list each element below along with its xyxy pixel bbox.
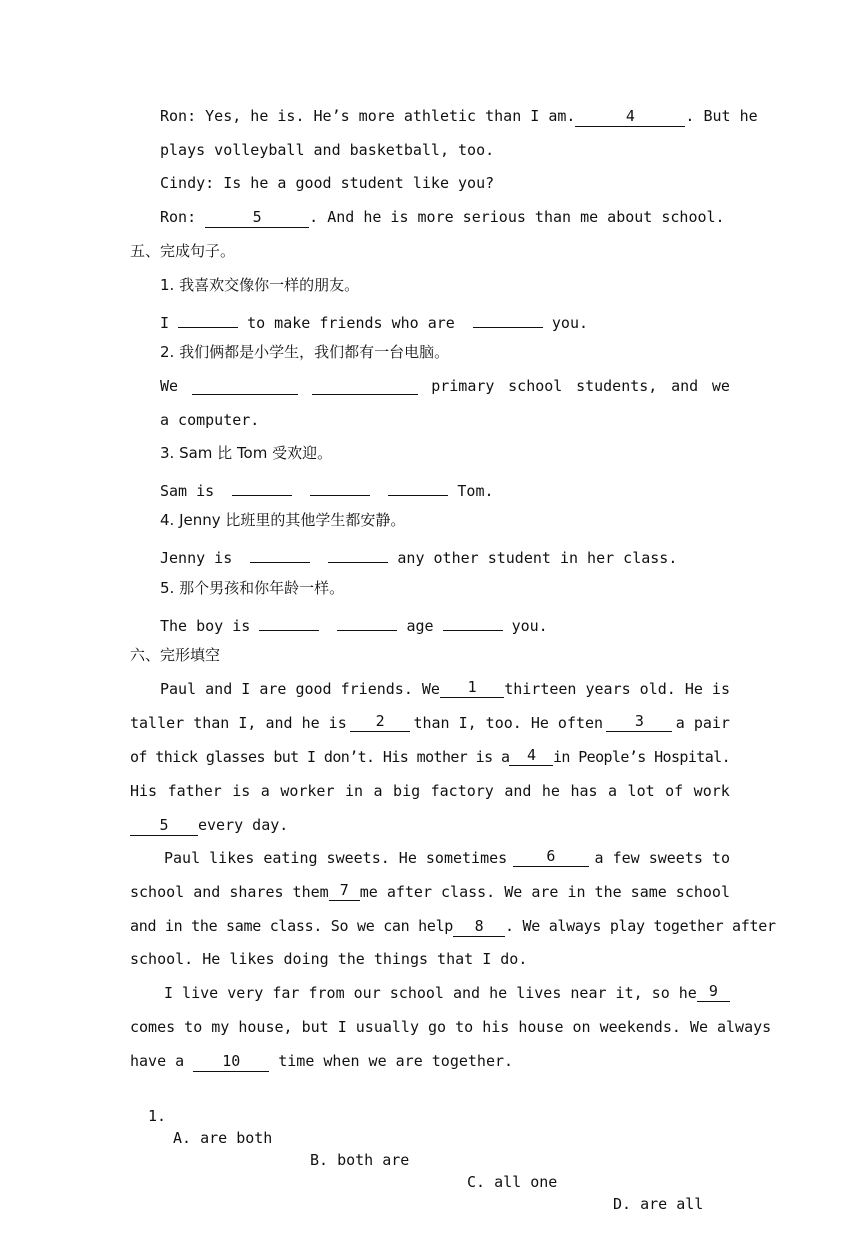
blank-cloze-1[interactable]: 1 <box>440 678 504 698</box>
option-number: 1. <box>148 1107 167 1125</box>
blank-cloze-9[interactable]: 9 <box>697 982 730 1002</box>
blank-q5c[interactable] <box>443 611 503 631</box>
cloze-p2-line-4: school. He likes doing the things that I do. <box>130 950 528 968</box>
option-b[interactable]: B. both are <box>310 1151 410 1169</box>
blank-q3a[interactable] <box>232 476 292 496</box>
blank-q3c[interactable] <box>388 476 448 496</box>
blank-cloze-5[interactable]: 5 <box>130 816 198 836</box>
blank-q5a[interactable] <box>259 611 319 631</box>
q3-english: Sam is Tom. <box>160 476 730 498</box>
blank-cloze-10[interactable]: 10 <box>193 1052 269 1072</box>
blank-q1a[interactable] <box>178 308 238 328</box>
q1-chinese: 1. 我喜欢交像你一样的朋友。 <box>160 276 360 294</box>
cloze-p3-line-1: I live very far from our school and he lives near it, so he 9 <box>130 982 730 1004</box>
q4-chinese: 4. Jenny 比班里的其他学生都安静。 <box>160 511 406 529</box>
blank-4[interactable]: 4 <box>575 107 685 127</box>
option-a[interactable]: A. are both <box>173 1129 273 1147</box>
speaker: Ron: <box>160 208 197 226</box>
cloze-p1-line-3: of thick glasses but I don’t. His mother is a 4 in People’s Hospital. <box>130 746 730 766</box>
q2-continuation: a computer. <box>160 411 260 429</box>
blank-q4a[interactable] <box>250 543 310 563</box>
blank-q3b[interactable] <box>310 476 370 496</box>
q5-english: The boy is age you. <box>160 611 730 633</box>
dialogue-line-2: plays volleyball and basketball, too. <box>160 141 495 159</box>
section-6-heading: 六、完形填空 <box>130 646 221 664</box>
cloze-p1-line-1: Paul and I are good friends. We 1 thirteen years old. He is <box>160 678 730 698</box>
blank-q5b[interactable] <box>337 611 397 631</box>
blank-q1b[interactable] <box>473 308 543 328</box>
blank-cloze-8[interactable]: 8 <box>453 917 505 937</box>
cloze-p2-line-3: and in the same class. So we can help 8 . We always play together after <box>130 917 776 935</box>
dialogue-line-4 <box>160 206 730 228</box>
options-row-1 <box>148 1083 708 1213</box>
option-c[interactable]: C. all one <box>467 1173 558 1191</box>
cloze-p2-line-1: Paul likes eating sweets. He sometimes 6 a few sweets to <box>164 847 730 867</box>
q2-chinese: 2. 我们俩都是小学生，我们都有一台电脑。 <box>160 343 450 361</box>
blank-q4b[interactable] <box>328 543 388 563</box>
blank-q2a[interactable] <box>192 375 298 395</box>
section-5-heading: 五、完成句子。 <box>130 242 236 260</box>
q5-chinese: 5. 那个男孩和你年龄一样。 <box>160 579 345 597</box>
q1-english: I to make friends who are you. <box>160 308 730 330</box>
q3-chinese: 3. Sam 比 Tom 受欢迎。 <box>160 444 333 462</box>
dialogue-line-1 <box>160 105 758 127</box>
dialogue-text: . But he <box>685 107 758 125</box>
blank-q2b[interactable] <box>312 375 418 395</box>
q2-english: We primary school students, and we <box>160 377 730 395</box>
blank-cloze-3[interactable]: 3 <box>606 712 672 732</box>
q4-english: Jenny is any other student in her class. <box>160 543 730 565</box>
dialogue-text: Ron: Yes, he is. He’s more athletic than I am. <box>160 107 576 125</box>
cloze-p3-line-2: comes to my house, but I usually go to his house on weekends. We always <box>130 1018 772 1036</box>
dialogue-line-3: Cindy: Is he a good student like you? <box>160 174 495 192</box>
cloze-p1-line-5: 5 every day. <box>130 814 730 836</box>
blank-5[interactable]: 5 <box>205 208 309 228</box>
cloze-p1-line-2: taller than I, and he is 2 than I, too. He often 3 a pair <box>130 712 730 732</box>
cloze-p3-line-3: have a 10 time when we are together. <box>130 1052 514 1070</box>
cloze-p2-line-2: school and shares them 7 me after class. We are in the same school <box>130 881 730 901</box>
option-d[interactable]: D. are all <box>613 1195 704 1213</box>
blank-cloze-6[interactable]: 6 <box>513 847 589 867</box>
cloze-p1-line-4: His father is a worker in a big factory and he has a lot of work <box>130 782 730 800</box>
blank-cloze-4[interactable]: 4 <box>509 746 553 766</box>
dialogue-text: . And he is more serious than me about school. <box>309 208 725 226</box>
blank-cloze-7[interactable]: 7 <box>329 881 360 901</box>
blank-cloze-2[interactable]: 2 <box>350 712 410 732</box>
